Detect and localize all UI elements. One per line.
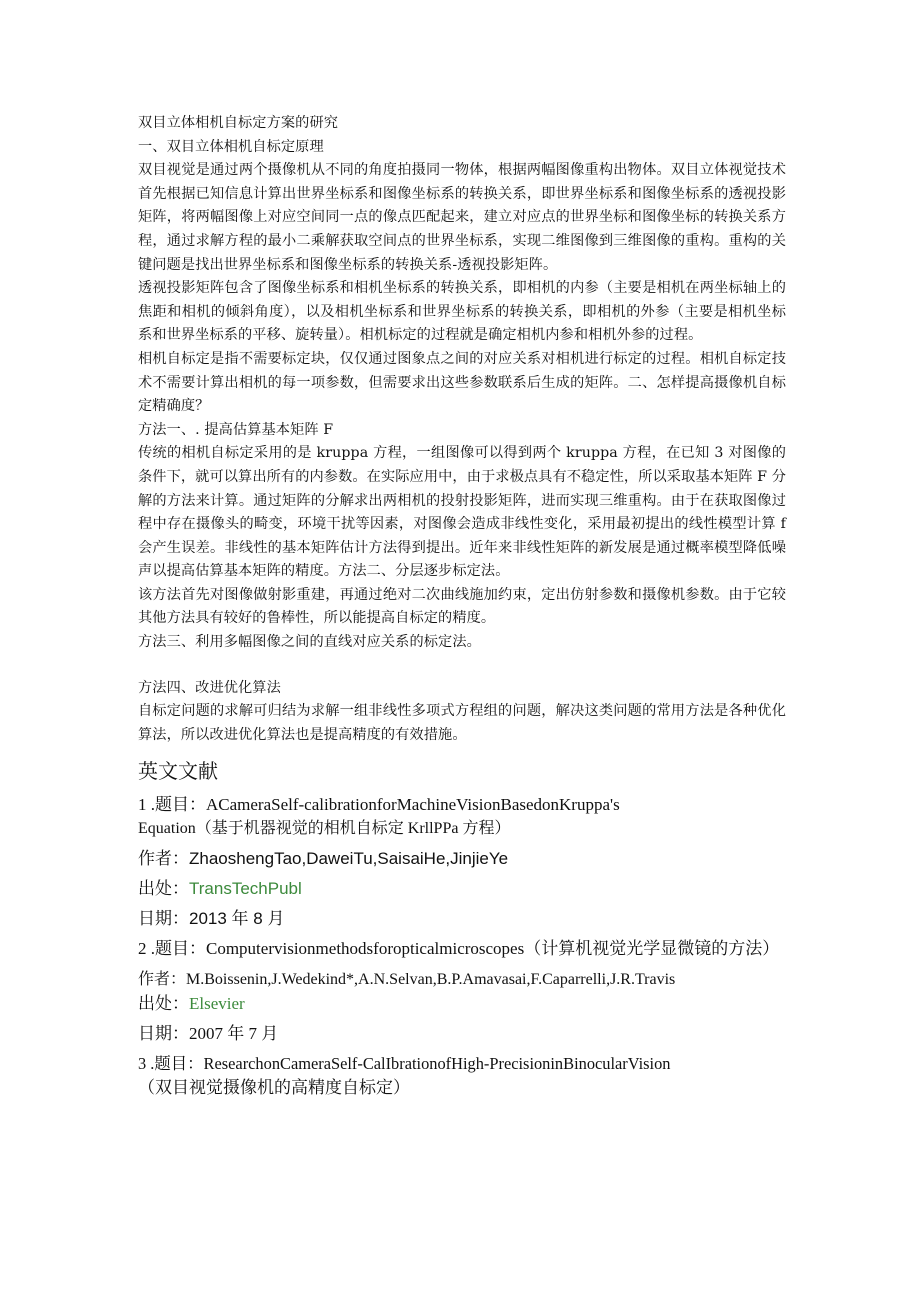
method-one-heading: 方法一、. 提高估算基本矩阵 F — [138, 421, 334, 438]
reference-1-author-label: 作者： — [138, 849, 189, 870]
paragraph-layered-method: 该方法首先对图像做射影重建，再通过绝对二次曲线施加约束，定出仿射参数和摄像机参数。由于它较其他方法具有较好的鲁棒性，所以能提高自标定的精度。 — [138, 586, 786, 627]
reference-3-title-line2: （双目视觉摄像机的高精度自标定） — [138, 1078, 410, 1098]
reference-2-source-label: 出处： — [138, 994, 189, 1015]
reference-1-author — [138, 847, 786, 871]
reference-2-author-value: M.Boissenin,J.Wedekind*,A.N.Selvan,B.P.Amavasai,F.Caparrelli,J.R.Travis — [186, 971, 676, 989]
reference-1-title-line1: 1 .题目：ACameraSelf-calibrationforMachineVisionBasedonKruppa's — [138, 795, 620, 815]
method-three-heading: 方法三、利用多幅图像之间的直线对应关系的标定法。 — [138, 634, 481, 651]
reference-1-date — [138, 907, 786, 931]
reference-2-date: 日期：2007 年 7 月 — [138, 1024, 279, 1044]
reference-3-title-line1: 3 .题目：ResearchonCameraSelf-CalIbrationofHigh-PrecisioninBinocularVision — [138, 1054, 671, 1074]
paragraph-binocular-vision: 双目视觉是通过两个摄像机从不同的角度拍摄同一物体，根据两幅图像重构出物体。双目立体视觉技术首先根据已知信息计算出世界坐标系和图像坐标系的转换关系，即世界坐标系和图像坐标系的透视投影矩阵，将两幅图像上对应空间同一点的像点匹配起来，建立对应点的世界坐标和图像坐标的转换关系方程，通过求解方程的最小二乘解获取空间点的世界坐标系，实现二维图像到三维图像的重构。重构的关键问题是找出世界坐标系和图像坐标系的转换关系-透视投影矩阵。 — [138, 162, 786, 273]
reference-1 — [138, 793, 786, 841]
reference-2-source — [138, 992, 786, 1016]
reference-1-source-label: 出处： — [138, 879, 189, 900]
paragraph-optimization: 自标定问题的求解可归结为求解一组非线性多项式方程组的问题，解决这类问题的常用方法是各种优化算法，所以改进优化算法也是提高精度的有效措施。 — [138, 703, 786, 743]
reference-2-author — [138, 967, 786, 992]
method-four-heading: 方法四、改进优化算法 — [138, 679, 281, 696]
spacer — [138, 655, 786, 677]
paragraph-projection-matrix: 透视投影矩阵包含了图像坐标系和相机坐标系的转换关系，即相机的内参（主要是相机在两坐标轴上的焦距和相机的倾斜角度），以及相机坐标系和世界坐标系的转换关系，即相机的外参（主要是相机坐标系和世界坐标系的平移、旋转量）。相机标定的过程就是确定相机内参和相机外参的过程。 — [138, 280, 786, 344]
section-heading-principle: 一、双目立体相机自标定原理 — [138, 138, 324, 155]
document-title: 双目立体相机自标定方案的研究 — [138, 115, 339, 131]
reference-2-source-link[interactable]: Elsevier — [189, 994, 245, 1014]
references-heading: 英文文献 — [138, 759, 218, 784]
reference-1-source-link[interactable]: TransTechPubl — [189, 879, 302, 899]
reference-1-source — [138, 877, 786, 901]
reference-1-date-label: 日期： — [138, 909, 189, 930]
reference-1-author-value: ZhaoshengTao,DaweiTu,SaisaiHe,JinjieYe — [189, 849, 509, 869]
paragraph-kruppa: 传统的相机自标定采用的是 kruppa 方程，一组图像可以得到两个 kruppa 方程，在已知 3 对图像的条件下，就可以算出所有的内参数。在实际应用中，由于求极点具有不稳定性，所以采取基本矩阵 F 分解的方法来计算。通过矩阵的分解求出两相机的投射投影矩阵，进而实现三维重构。由于在获取图像过程中存在摄像头的畸变，环境干扰等因素，对图像会造成非线性变化，采用最初提出的线性模型计算 f 会产生误差。非线性的基本矩阵估计方法得到提出。近年来非线性矩阵的新发展是通过概率模型降低噪声以提高估算基本矩阵的精度。方法二、分层逐步标定法。 — [138, 445, 786, 580]
reference-1-date-value: 2013 年 8 月 — [189, 909, 285, 929]
document-page — [138, 112, 786, 1100]
reference-2-title: 2 .题目：Computervisionmethodsforopticalmicroscopes（计算机视觉光学显微镜的方法） — [138, 939, 780, 959]
reference-2-author-label: 作者： — [138, 969, 187, 989]
paragraph-self-calibration: 相机自标定是指不需要标定块，仅仅通过图象点之间的对应关系对相机进行标定的过程。相机自标定技术不需要计算出相机的每一项参数，但需要求出这些参数联系后生成的矩阵。二、怎样提高摄像机自标定精确度？ — [138, 350, 786, 415]
reference-1-title-line2: Equation（基于机器视觉的相机自标定 KrllPPa 方程） — [138, 820, 511, 838]
